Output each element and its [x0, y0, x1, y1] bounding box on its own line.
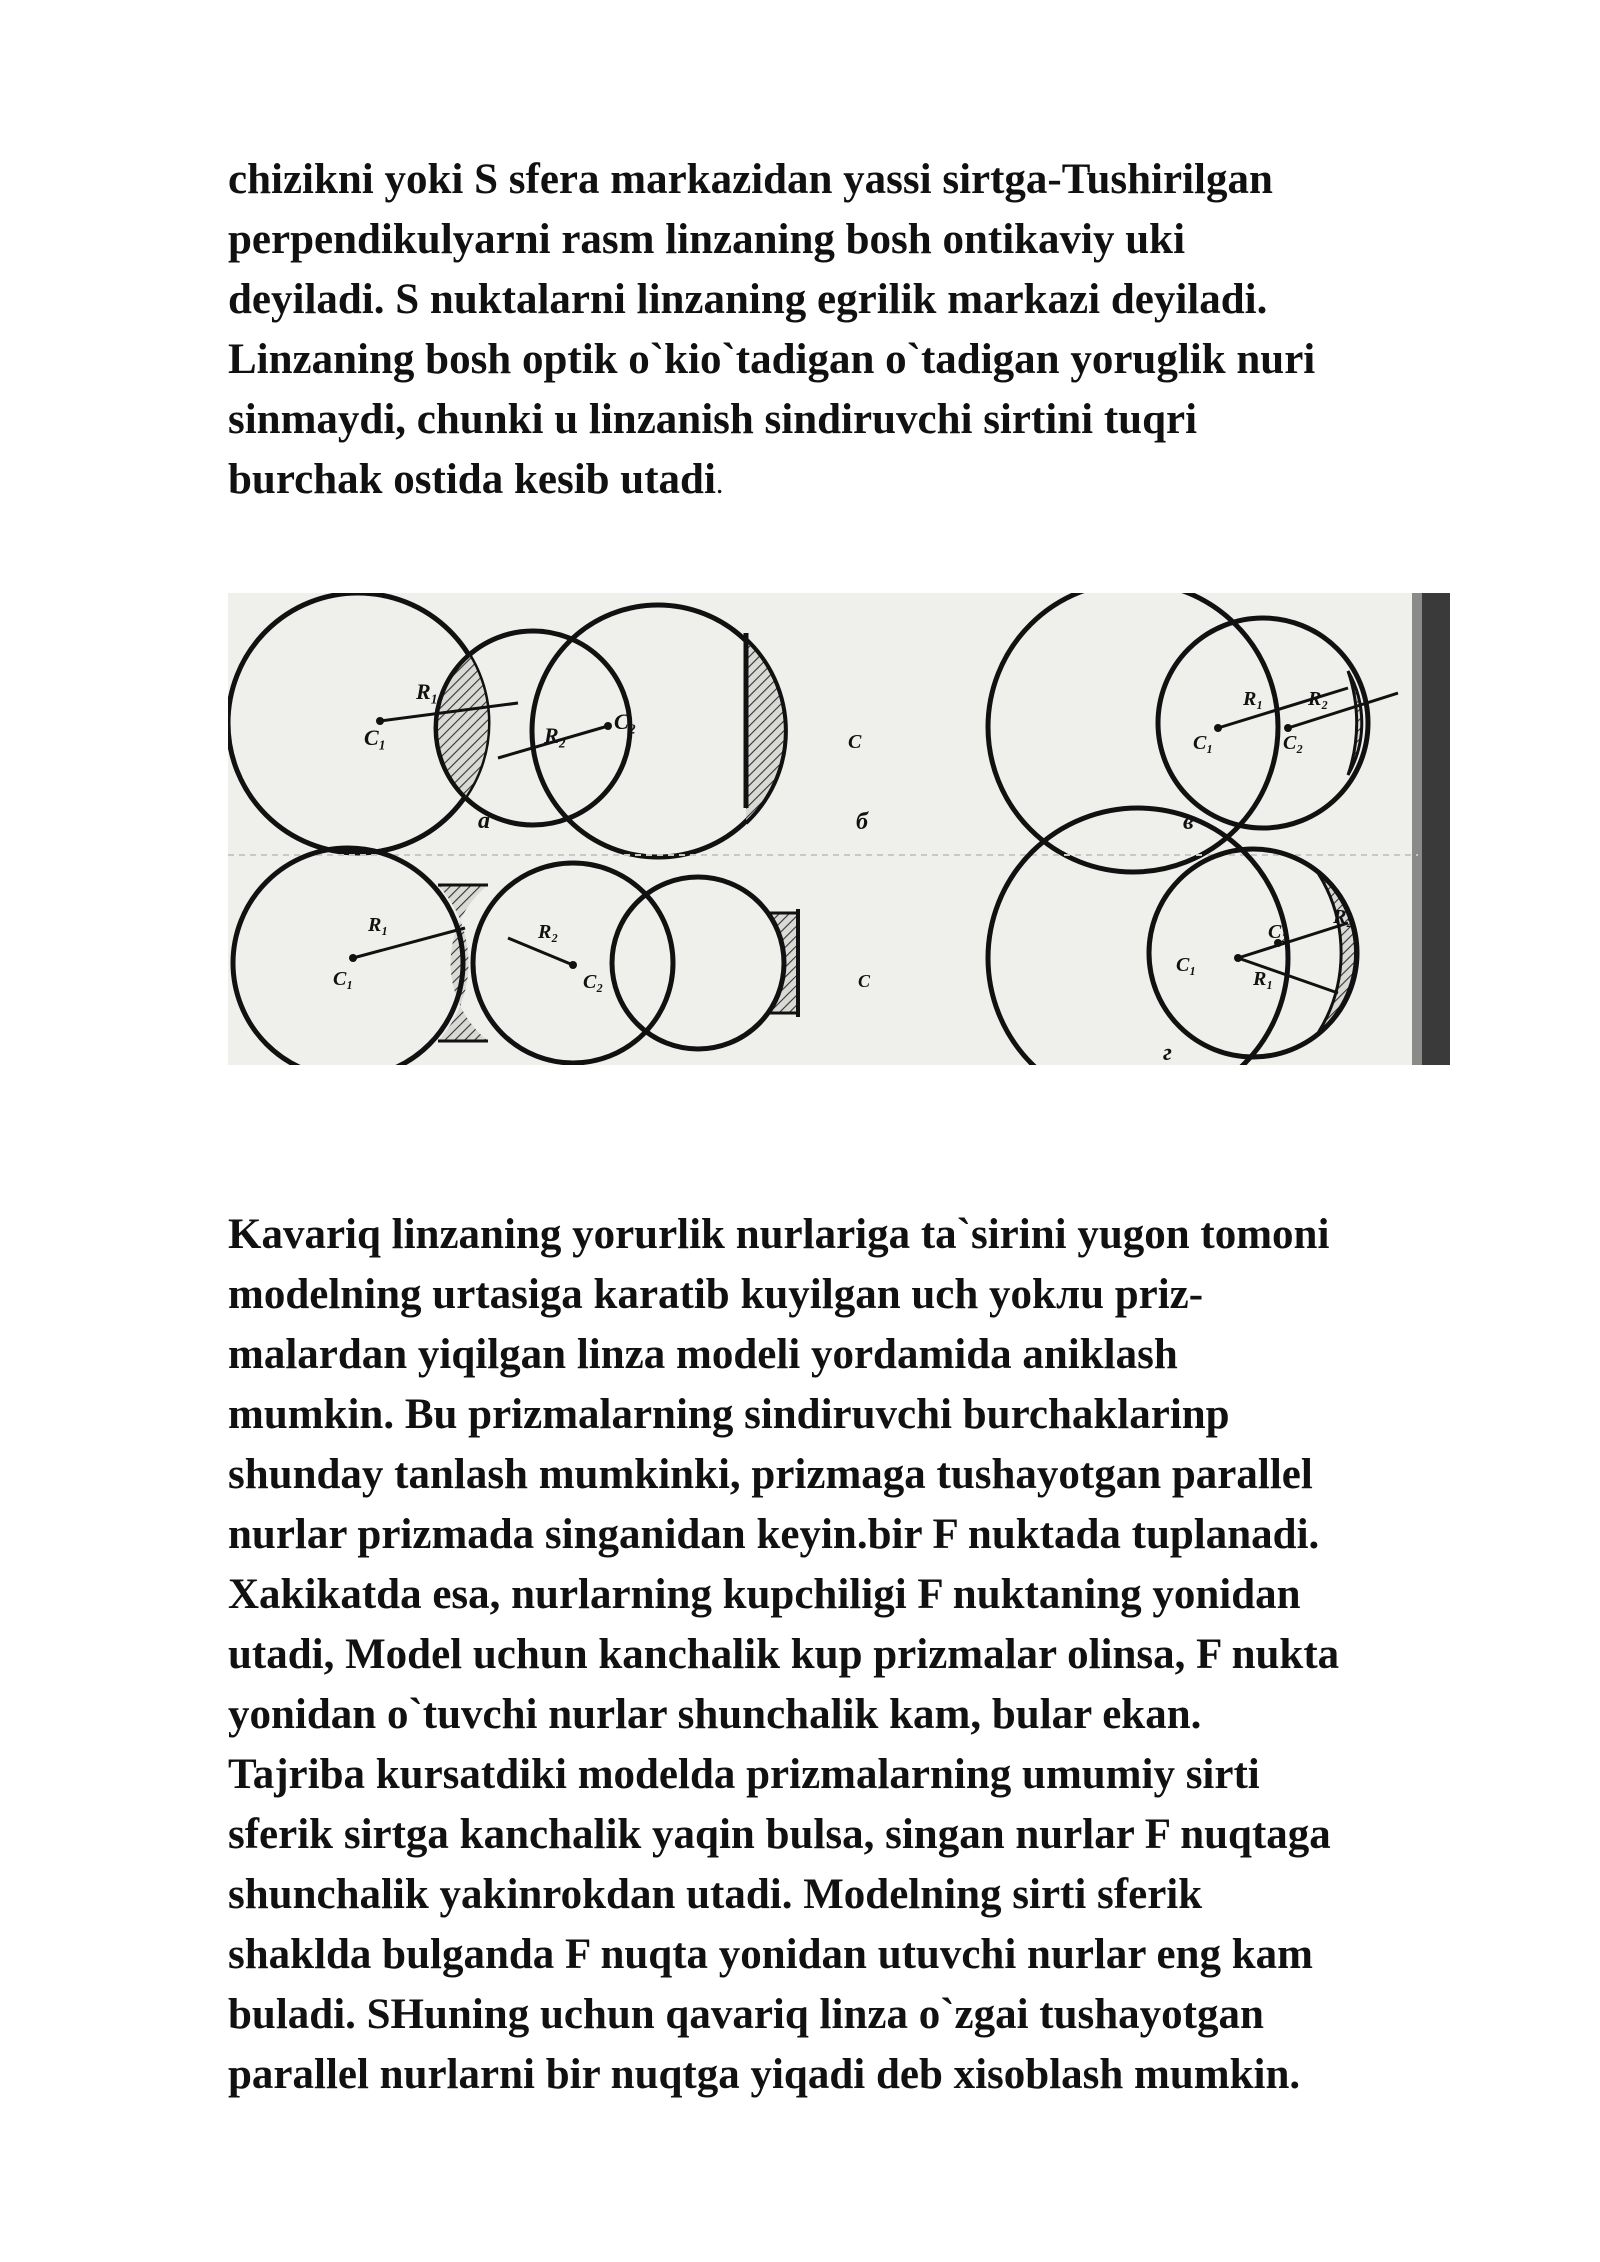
svg-text:R₂: R₂	[1333, 906, 1354, 928]
text-line: yonidan o`tuvchi nurlar shunchalik kam, bular ekan.	[228, 1691, 1202, 1738]
svg-text:C₁: C₁	[364, 725, 387, 750]
lens-diagram-figure	[228, 593, 1450, 1065]
trailing-dot: .	[715, 467, 724, 500]
svg-text:C₂: C₂	[614, 709, 637, 734]
panel-label-b: б	[856, 809, 868, 835]
svg-text:C₁: C₁	[1193, 732, 1214, 754]
svg-text:C₂: C₂	[583, 971, 604, 993]
panel-label-v: в	[1183, 809, 1194, 835]
panel-a2-biconcave	[233, 848, 673, 1065]
text-line: shunday tanlash mumkinki, prizmaga tushayotgan parallel	[228, 1451, 1313, 1498]
text-line-content: burchak ostida kesib utadi	[228, 456, 716, 503]
svg-text:R₁: R₁	[368, 914, 389, 936]
text-line: sferik sirtga kanchalik yaqin bulsa, singan nurlar F nuqtaga	[228, 1811, 1331, 1858]
text-line: perpendikulyarni rasm linzaning bosh ontikaviy uki	[228, 216, 1186, 263]
label-C: C	[848, 731, 862, 753]
paragraph-2	[228, 1205, 1528, 2105]
svg-text:R₂: R₂	[1308, 688, 1329, 710]
panel-label-g: г	[1163, 1040, 1172, 1065]
text-line: chizikni yoki S sfera markazidan yassi sirtga-Tushirilgan	[228, 156, 1273, 203]
svg-text:C₁: C₁	[333, 968, 354, 990]
paragraph-1	[228, 150, 1528, 514]
scan-edge	[1420, 593, 1450, 1065]
text-line: Xakikatda esa, nurlarning kupchiligi F nuktaning yonidan	[228, 1571, 1301, 1618]
text-line-last	[228, 450, 1528, 514]
text-line: shunchalik yakinrokdan utadi. Modelning sirti sferik	[228, 1871, 1203, 1918]
text-line: Kavariq linzaning yorurlik nurlariga ta`sirini yugon tomoni	[228, 1211, 1330, 1258]
text-line: utadi, Model uchun kanchalik kup prizmalar olinsa, F nukta	[228, 1631, 1340, 1678]
svg-text:R₂: R₂	[544, 723, 567, 748]
panel-d-concave-meniscus	[988, 808, 1357, 1065]
text-line: sinmaydi, chunki u linzanish sindiruvchi sirtini tuqri	[228, 396, 1198, 443]
text-line: modelning urtasiga karatib kuyilgan uch yokлu priz-	[228, 1271, 1204, 1318]
svg-text:C₂: C₂	[1268, 921, 1289, 943]
svg-text:R₁: R₁	[1243, 688, 1264, 710]
text-line: shaklda bulganda F nuqta yonidan utuvchi nurlar eng kam	[228, 1931, 1313, 1978]
text-line: mumkin. Bu prizmalarning sindiruvchi burchaklarinp	[228, 1391, 1230, 1438]
text-line: parallel nurlarni bir nuqtga yiqadi deb xisoblash mumkin.	[228, 2051, 1301, 2098]
text-line: buladi. SHuning uchun qavariq linza o`zgai tushayotgan	[228, 1991, 1264, 2038]
text-line: nurlar prizmada singanidan keyin.bir F nuktada tuplanadi.	[228, 1511, 1320, 1558]
svg-text:R₁: R₁	[416, 679, 439, 704]
text-line: Linzaning bosh optik o`kio`tadigan o`tadigan yoruglik nuri	[228, 336, 1316, 383]
svg-text:C: C	[858, 971, 871, 991]
panel-label-a: a	[478, 808, 490, 834]
text-line: deyiladi. S nuktalarni linzaning egrilik markazi deyiladi.	[228, 276, 1268, 323]
svg-text:R₂: R₂	[538, 921, 559, 943]
svg-text:C₂: C₂	[1283, 732, 1304, 754]
panel-a-biconvex	[228, 593, 636, 853]
svg-text:C₁: C₁	[1176, 954, 1197, 976]
svg-text:R₁: R₁	[1253, 968, 1274, 990]
text-line: Tajriba kursatdiki modelda prizmalarning umumiy sirti	[228, 1751, 1260, 1798]
text-line: malardan yiqilgan linza modeli yordamida aniklash	[228, 1331, 1178, 1378]
